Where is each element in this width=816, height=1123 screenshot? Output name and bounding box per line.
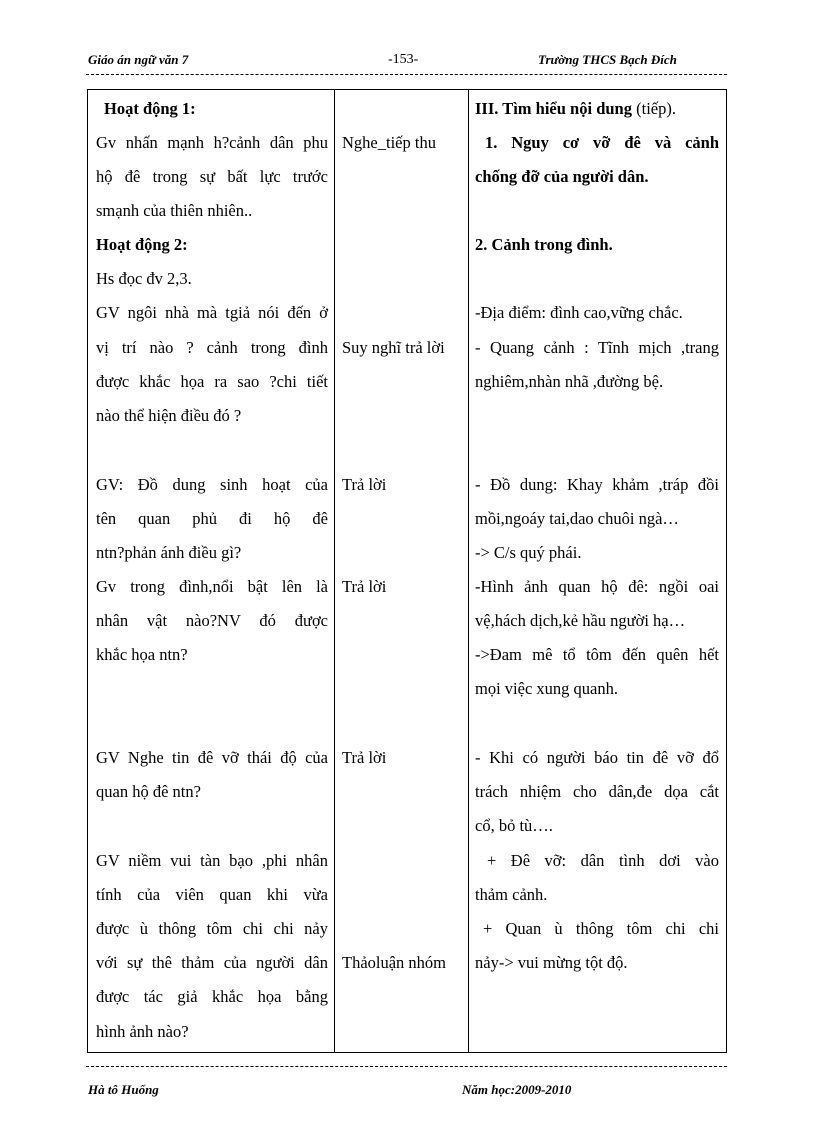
question-4-line: GV Nghe tin đê vỡ thái độ của <box>96 748 328 767</box>
question-4-line: quan hộ đê ntn? <box>96 782 201 801</box>
subheading-2: 2. Cảnh trong đình. <box>475 235 613 254</box>
content-line: -Hình ảnh quan hộ đê: ngồi oai <box>475 577 719 596</box>
subheading-1-line: 1. Nguy cơ vỡ đê và cảnh <box>485 133 719 152</box>
question-5-line: GV niềm vui tàn bạo ,phi nhân <box>96 851 328 870</box>
content-line: nghiêm,nhàn nhã ,đường bệ. <box>475 372 664 391</box>
section-continued: (tiếp). <box>631 99 676 118</box>
activity-1-line: hộ đê trong sự bất lực trước <box>96 167 328 186</box>
lesson-table <box>87 89 727 1053</box>
student-activity: Nghe_tiếp thu <box>342 133 436 152</box>
header-divider <box>86 74 727 75</box>
header-school: Trường THCS Bạch Đích <box>538 52 677 67</box>
content-line: trách nhiệm cho dân,đe dọa cắt <box>475 782 719 801</box>
content-line: -> C/s quý phái. <box>475 543 582 562</box>
activity-2-title: Hoạt động 2: <box>96 235 188 254</box>
question-3-line: nhân vật nào?NV đó được <box>96 611 328 630</box>
content-line: thảm cảnh. <box>475 885 548 904</box>
question-5-line: được ù thông tôm chi chi nảy <box>96 919 328 938</box>
content-line: cổ, bỏ tù…. <box>475 816 553 835</box>
question-2-line: GV: Đồ dung sinh hoạt của <box>96 475 328 494</box>
question-1-line: nào thể hiện điều đó ? <box>96 406 242 425</box>
question-1-line: được khắc họa ra sao ?chi tiết <box>96 372 328 391</box>
content-line: -Địa điểm: đình cao,vững chắc. <box>475 303 683 322</box>
section-title: III. Tìm hiểu nội dung <box>475 99 632 118</box>
question-1-line: vị trí nào ? cảnh trong đình <box>96 338 328 357</box>
student-activity: Suy nghĩ trả lời <box>342 338 445 357</box>
student-activity: Trả lời <box>342 577 387 596</box>
activity-1-line: Gv nhấn mạnh h?cảnh dân phu <box>96 133 328 152</box>
content-line: - Khi có người báo tin đê vỡ đổ <box>475 748 719 767</box>
question-5-line: tính của viên quan khi vừa <box>96 885 328 904</box>
activity-2-line: Hs đọc đv 2,3. <box>96 269 192 288</box>
content-line: mọi việc xung quanh. <box>475 679 618 698</box>
student-activity: Trả lời <box>342 748 387 767</box>
content-line: ->Đam mê tổ tôm đến quên hết <box>475 645 719 664</box>
student-activity: Trả lời <box>342 475 387 494</box>
column-divider-1 <box>334 90 335 1052</box>
question-3-line: Gv trong đình,nổi bật lên là <box>96 577 328 596</box>
subheading-1-line: chống đỡ của người dân. <box>475 167 649 186</box>
question-5-line: hình ảnh nào? <box>96 1022 189 1041</box>
header-title: Giáo án ngữ văn 7 <box>88 52 189 67</box>
content-line: - Đồ dung: Khay khảm ,tráp đồi <box>475 475 719 494</box>
content-line: + Đê vỡ: dân tình dơi vào <box>487 851 719 870</box>
section-heading <box>475 99 719 119</box>
page-number: -153- <box>388 52 419 67</box>
footer-school-year: Năm học:2009-2010 <box>462 1082 572 1097</box>
student-activity: Thảoluận nhóm <box>342 953 447 972</box>
footer-divider <box>86 1066 727 1067</box>
content-line: - Quang cảnh : Tĩnh mịch ,trang <box>475 338 719 357</box>
question-3-line: khắc họa ntn? <box>96 645 188 664</box>
activity-1-line: smạnh của thiên nhiên.. <box>96 201 253 220</box>
question-2-line: ntn?phản ánh điều gì? <box>96 543 242 562</box>
activity-1-title: Hoạt động 1: <box>104 99 196 118</box>
question-2-line: tên quan phủ đi hộ đê <box>96 509 328 528</box>
content-line: vệ,hách dịch,kẻ hầu người hạ… <box>475 611 686 630</box>
content-line: + Quan ù thông tôm chi chi <box>483 919 719 938</box>
footer-author: Hà tô Huống <box>88 1082 159 1097</box>
content-line: mồi,ngoáy tai,dao chuôi ngà… <box>475 509 679 528</box>
question-5-line: được tác giả khắc họa bằng <box>96 987 328 1006</box>
content-line: nảy-> vui mừng tột độ. <box>475 953 628 972</box>
column-divider-2 <box>468 90 469 1052</box>
question-5-line: với sự thê thảm của người dân <box>96 953 328 972</box>
question-1-line: GV ngôi nhà mà tgiả nói đến ở <box>96 303 328 322</box>
